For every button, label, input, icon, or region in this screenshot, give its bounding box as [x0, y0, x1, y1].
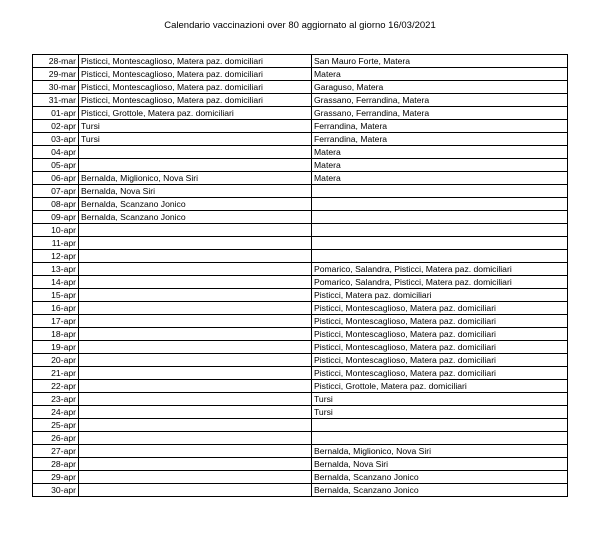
vaccination-calendar-table — [32, 54, 568, 497]
date-cell: 18-apr — [33, 328, 79, 341]
table-row — [33, 354, 568, 367]
date-cell: 22-apr — [33, 380, 79, 393]
table-row — [33, 393, 568, 406]
second-group-cell: Grassano, Ferrandina, Matera — [312, 94, 568, 107]
second-group-cell: Pisticci, Montescaglioso, Matera paz. domiciliari — [312, 341, 568, 354]
table-row — [33, 159, 568, 172]
table-row — [33, 367, 568, 380]
table-row — [33, 224, 568, 237]
date-cell: 17-apr — [33, 315, 79, 328]
first-group-cell — [79, 458, 312, 471]
first-group-cell — [79, 419, 312, 432]
first-group-cell — [79, 237, 312, 250]
table-row — [33, 94, 568, 107]
first-group-cell — [79, 289, 312, 302]
date-cell: 08-apr — [33, 198, 79, 211]
table-row — [33, 250, 568, 263]
table-row — [33, 55, 568, 68]
first-group-cell: Bernalda, Miglionico, Nova Siri — [79, 172, 312, 185]
date-cell: 02-apr — [33, 120, 79, 133]
first-group-cell — [79, 328, 312, 341]
first-group-cell: Pisticci, Montescaglioso, Matera paz. domiciliari — [79, 94, 312, 107]
first-group-cell: Bernalda, Scanzano Jonico — [79, 211, 312, 224]
date-cell: 19-apr — [33, 341, 79, 354]
first-group-cell — [79, 445, 312, 458]
second-group-cell: Pisticci, Montescaglioso, Matera paz. domiciliari — [312, 367, 568, 380]
table-row — [33, 81, 568, 94]
second-group-cell: Ferrandina, Matera — [312, 133, 568, 146]
table-row — [33, 315, 568, 328]
date-cell: 24-apr — [33, 406, 79, 419]
first-group-cell — [79, 484, 312, 497]
table-row — [33, 172, 568, 185]
second-group-cell — [312, 237, 568, 250]
second-group-cell — [312, 419, 568, 432]
date-cell: 03-apr — [33, 133, 79, 146]
table-row — [33, 276, 568, 289]
table-row — [33, 484, 568, 497]
table-row — [33, 419, 568, 432]
date-cell: 27-apr — [33, 445, 79, 458]
second-group-cell: Pisticci, Montescaglioso, Matera paz. domiciliari — [312, 302, 568, 315]
table-row — [33, 133, 568, 146]
first-group-cell — [79, 341, 312, 354]
second-group-cell: Matera — [312, 146, 568, 159]
second-group-cell: Bernalda, Scanzano Jonico — [312, 471, 568, 484]
first-group-cell — [79, 406, 312, 419]
first-group-cell: Pisticci, Grottole, Matera paz. domiciliari — [79, 107, 312, 120]
first-group-cell — [79, 432, 312, 445]
table-row — [33, 120, 568, 133]
date-cell: 31-mar — [33, 94, 79, 107]
second-group-cell: Ferrandina, Matera — [312, 120, 568, 133]
first-group-cell — [79, 276, 312, 289]
table-row — [33, 445, 568, 458]
table-row — [33, 302, 568, 315]
date-cell: 09-apr — [33, 211, 79, 224]
second-group-cell: Grassano, Ferrandina, Matera — [312, 107, 568, 120]
first-group-cell — [79, 224, 312, 237]
date-cell: 01-apr — [33, 107, 79, 120]
date-cell: 29-apr — [33, 471, 79, 484]
first-group-cell — [79, 315, 312, 328]
table-row — [33, 107, 568, 120]
first-group-cell: Bernalda, Nova Siri — [79, 185, 312, 198]
table-row — [33, 432, 568, 445]
first-group-cell — [79, 146, 312, 159]
date-cell: 20-apr — [33, 354, 79, 367]
first-group-cell — [79, 354, 312, 367]
table-row — [33, 289, 568, 302]
table-row — [33, 68, 568, 81]
page-title: Calendario vaccinazioni over 80 aggiornato al giorno 16/03/2021 — [164, 20, 436, 31]
table-row — [33, 406, 568, 419]
second-group-cell: Tursi — [312, 406, 568, 419]
second-group-cell — [312, 185, 568, 198]
table-row — [33, 185, 568, 198]
table-row — [33, 458, 568, 471]
second-group-cell: Pisticci, Montescaglioso, Matera paz. domiciliari — [312, 315, 568, 328]
table-row — [33, 341, 568, 354]
second-group-cell — [312, 250, 568, 263]
second-group-cell: Pisticci, Grottole, Matera paz. domiciliari — [312, 380, 568, 393]
second-group-cell — [312, 432, 568, 445]
second-group-cell: Matera — [312, 159, 568, 172]
second-group-cell: Matera — [312, 68, 568, 81]
date-cell: 16-apr — [33, 302, 79, 315]
table-row — [33, 380, 568, 393]
first-group-cell: Tursi — [79, 120, 312, 133]
second-group-cell — [312, 198, 568, 211]
first-group-cell: Bernalda, Scanzano Jonico — [79, 198, 312, 211]
date-cell: 11-apr — [33, 237, 79, 250]
first-group-cell — [79, 159, 312, 172]
table-row — [33, 237, 568, 250]
first-group-cell — [79, 471, 312, 484]
table-row — [33, 211, 568, 224]
table-row — [33, 471, 568, 484]
table-row — [33, 198, 568, 211]
date-cell: 10-apr — [33, 224, 79, 237]
date-cell: 05-apr — [33, 159, 79, 172]
date-cell: 21-apr — [33, 367, 79, 380]
second-group-cell: San Mauro Forte, Matera — [312, 55, 568, 68]
second-group-cell: Pomarico, Salandra, Pisticci, Matera paz. domiciliari — [312, 276, 568, 289]
second-group-cell: Pisticci, Montescaglioso, Matera paz. domiciliari — [312, 354, 568, 367]
date-cell: 29-mar — [33, 68, 79, 81]
date-cell: 12-apr — [33, 250, 79, 263]
first-group-cell — [79, 302, 312, 315]
date-cell: 13-apr — [33, 263, 79, 276]
table-row — [33, 263, 568, 276]
second-group-cell: Pisticci, Matera paz. domiciliari — [312, 289, 568, 302]
second-group-cell: Bernalda, Nova Siri — [312, 458, 568, 471]
date-cell: 30-apr — [33, 484, 79, 497]
second-group-cell — [312, 224, 568, 237]
second-group-cell: Bernalda, Scanzano Jonico — [312, 484, 568, 497]
date-cell: 14-apr — [33, 276, 79, 289]
date-cell: 04-apr — [33, 146, 79, 159]
table-row — [33, 328, 568, 341]
date-cell: 28-mar — [33, 55, 79, 68]
date-cell: 15-apr — [33, 289, 79, 302]
second-group-cell: Garaguso, Matera — [312, 81, 568, 94]
date-cell: 28-apr — [33, 458, 79, 471]
date-cell: 30-mar — [33, 81, 79, 94]
second-group-cell: Pomarico, Salandra, Pisticci, Matera paz. domiciliari — [312, 263, 568, 276]
second-group-cell: Pisticci, Montescaglioso, Matera paz. domiciliari — [312, 328, 568, 341]
first-group-cell: Pisticci, Montescaglioso, Matera paz. domiciliari — [79, 81, 312, 94]
calendar-body — [33, 55, 568, 497]
second-group-cell — [312, 211, 568, 224]
first-group-cell — [79, 263, 312, 276]
first-group-cell — [79, 367, 312, 380]
first-group-cell — [79, 380, 312, 393]
first-group-cell — [79, 393, 312, 406]
second-group-cell: Matera — [312, 172, 568, 185]
table-row — [33, 146, 568, 159]
first-group-cell: Tursi — [79, 133, 312, 146]
second-group-cell: Bernalda, Miglionico, Nova Siri — [312, 445, 568, 458]
first-group-cell — [79, 250, 312, 263]
date-cell: 06-apr — [33, 172, 79, 185]
date-cell: 25-apr — [33, 419, 79, 432]
date-cell: 07-apr — [33, 185, 79, 198]
first-group-cell: Pisticci, Montescaglioso, Matera paz. domiciliari — [79, 55, 312, 68]
first-group-cell: Pisticci, Montescaglioso, Matera paz. domiciliari — [79, 68, 312, 81]
second-group-cell: Tursi — [312, 393, 568, 406]
date-cell: 23-apr — [33, 393, 79, 406]
date-cell: 26-apr — [33, 432, 79, 445]
